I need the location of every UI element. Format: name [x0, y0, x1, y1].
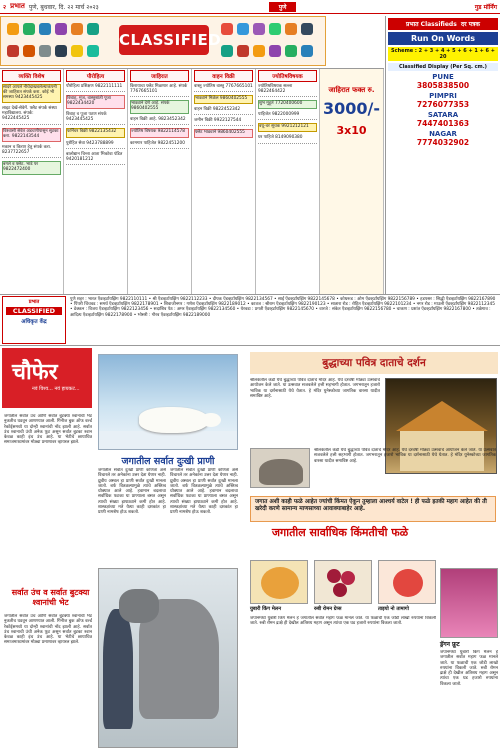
chaukat-box — [2, 348, 92, 408]
list-item: विवाह, मुंज, वास्तुशांती पूजा 9822434420 — [66, 95, 125, 109]
rate-scheme: Scheme : 2 + 3 + 4 + 5 + 6 + 1 + 6 + 20 — [388, 47, 498, 61]
gift-icon — [237, 45, 249, 57]
city-phone: 7276077353 — [416, 100, 470, 109]
list-item: पुरोहित सेवा 9423788899 — [66, 141, 125, 149]
run-on-words: Run On Words — [388, 32, 498, 45]
story3-body-cont: श्रीलंकेतील कँडी येथे बुद्धाच्या पवित्र दाताचे मंदिर आहे. येथे दरवर्षी मोठ्या उत्सवाचे आयोजन केले जाते. या उत्सवात सजवलेले हत्ती सहभागी होतात. जगभरातून हजारो भाविक या दर्शनासाठी येथे येतात. हे मंदिर युनेस्कोच्या जागतिक वारसा यादीत समाविष्ट आहे. — [314, 448, 496, 464]
grapes-photo — [314, 560, 372, 604]
story4-body-cont: जपानमध्ये युबारी किंग मेलन हे जगातील सर्वात महाग फळ मानले जाते. या फळाची एक जोडी लाखो रुपयांना विकली जाते. रुबी रोमन द्राक्षे ही देखील अतिशय महाग असून त्यांचा एक घड हजारो रुपयांना विकला जातो. — [440, 650, 498, 687]
brand-name: प्रभात — [10, 2, 25, 10]
city-phone: 7447401363 — [416, 119, 470, 128]
polar-bear — [139, 407, 209, 433]
page-header — [0, 0, 500, 14]
category-header: जाहिरात — [130, 70, 189, 82]
list-item: सादरे आपले नीचेदाखवलेल्याकंपनी की जाहिरात संपर्क करा. कोई भी समस्या 9423445425 — [2, 84, 61, 103]
city-name: PIMPRI — [429, 92, 457, 100]
fruit4-caption: ड्रॅगन फ्रूट — [440, 641, 460, 648]
rate-title: दर पत्रक — [460, 21, 481, 28]
classified-banner — [0, 16, 326, 66]
plane-icon — [221, 45, 233, 57]
doctor-icon — [87, 45, 99, 57]
column-1 — [0, 69, 64, 294]
column-3 — [128, 69, 192, 294]
classified-title: CLASSIFIED — [119, 25, 209, 55]
star-icon — [253, 45, 265, 57]
heart-icon — [7, 45, 19, 57]
page-number: २ — [3, 3, 7, 11]
list-item: मकान व किराए हेतु संपर्क करा. 8237722657 — [2, 145, 61, 158]
story1-body-cont: जगातील सर्वात दुःखी प्राणी कोणता असे विचारले तर अनेकांना उत्तर देता येणार नाही. ध्रुवीय अस्वल हा प्राणी सर्वात दुःखी मानला जातो. बर्फ वितळल्यामुळे त्याचे अस्तित्व धोक्यात आले आहे. हवामान बदलाचा सर्वाधिक फटका या प्राण्याला बसत असून त्याची संख्या झपाट्याने कमी होत आहे. शास्त्रज्ञांच्या मते येत्या काही दशकांत हा प्राणी नामशेष होऊ शकतो. — [170, 468, 238, 516]
dog-head — [119, 589, 159, 623]
list-item: वाहन विक्री 9822452342 — [194, 107, 253, 115]
list-item: पाहिजेत 9822000999 — [258, 112, 317, 120]
list-item: लाइट देखें-सेवेमें. फ्लैट संपर्क संस्था महाविद्यालय. संपर्क: 9422445425 — [2, 106, 61, 124]
display-rate-title: Classified Display (Per Sq. cm.) — [388, 63, 498, 71]
list-item: पौरोहित्य प्रशिक्षण 9822111111 — [66, 84, 125, 92]
list-item: बंगले व फ्लैट. भाडे पर 9822472400 — [2, 161, 61, 175]
edition-city: पुणे — [269, 2, 297, 12]
music-icon — [269, 45, 281, 57]
list-item: वाहन विक्री आहे. 9823452342 — [130, 117, 189, 125]
book-icon — [55, 45, 67, 57]
list-item: विश्वासी सेवेत अडचणीपासून सुटका करा. 9822143544 — [2, 128, 61, 142]
mango — [393, 569, 423, 597]
polar-bear-photo — [98, 354, 238, 450]
computer-icon — [55, 23, 67, 35]
house-icon — [7, 23, 19, 35]
chaukat-tag: नवं विश्व... नवं हायकट... — [32, 386, 80, 392]
list-item: वधू-वर सूचक 9921212121 — [258, 123, 317, 132]
temple-roof — [396, 401, 488, 431]
column-6-promo — [320, 69, 384, 294]
category-header: वाहन विक्री — [194, 70, 253, 82]
column-4 — [192, 69, 256, 294]
feature-section — [0, 348, 500, 753]
list-item: वास्तु ज्योतिष वास्तु 7767665101 — [194, 84, 253, 92]
city-name: PUNE — [432, 73, 454, 81]
camera-icon — [253, 23, 265, 35]
rings-icon — [87, 23, 99, 35]
list-item: बालोद्यान चिन्ता आता भिकोवा पंडित 9420181212 — [66, 152, 125, 165]
dragon-fruit-photo — [440, 568, 498, 638]
tree-icon — [269, 23, 281, 35]
list-item: किरायाचा फ्लैट मिळणार आहे. संपर्क 7767665101 — [130, 84, 189, 97]
promo-caption: जाहिरात फक्त रु. — [328, 86, 375, 94]
fruit-intro-box: जगात अशी काही फळे आहेत ज्यांची किंमत ऐकून तुम्हाला आश्चर्य वाटेल ! ही फळे इतकी महाग आहेत की ती खरेदी करणे सामान्य माणसाच्या आवाक्याबाहेर आहे. — [250, 496, 496, 522]
list-item: कामगार पाहिजेत 9822451200 — [130, 141, 189, 149]
list-item: शुभ मुहूर्त 7720400600 — [258, 100, 317, 109]
city-name: SATARA — [427, 111, 459, 119]
agents-strip: पुणे शहर : भारत ऍडव्हर्टायझिंग 9822110111 • श्री ऍडव्हर्टायझिंग 9822112233 • दीपक ऍडव्हर्टायझिंग 9822134567 • साई ऍडव्हर्टायझिंग 9822145678 • कोथरूड : ओम ऍडव्हर्टायझिंग 9822156789 • हडपसर : सिद्धी ऍडव्हर्टायझिंग 9822167890 • पिंपरी चिंचवड : समर्थ ऍडव्हर्टायझिंग 9822178901 • शिवाजीनगर : गणेश ऍडव्हर्टायझिंग 9822189012 • कात्रज : श्रीराम ऍडव्हर्टायझिंग 9822190123 • सातारा रोड : रोहित ऍडव्हर्टायझिंग 9822101234 • नगर रोड : माउली ऍडव्हर्टायझिंग 9822112345 • डेक्कन : विजय ऍडव्हर्टायझिंग 9822123456 • सदाशिव पेठ : अमर ऍडव्हर्टायझिंग 9822134560 • येरवडा : प्रगती ऍडव्हर्टायझिंग 9822145670 • वारजे : संकेत ऍडव्हर्टायझिंग 9822156780 • चाकण : प्रशांत ऍडव्हर्टायझिंग 9822167800 • तळेगाव : आदित्य ऍडव्हर्टायझिंग 9822178900 • भोसरी : गौरव ऍडव्हर्टायझिंग 9822189000 — [0, 294, 500, 346]
bike-icon — [237, 23, 249, 35]
fruit2-caption: रुबी रोमन ग्रेप्स — [314, 606, 342, 612]
list-item: फर्निचर विक्री 9822135432 — [66, 128, 125, 137]
story2-body: जगातील सर्वात उंच आणि सर्वात बुटक्या श्वानांची भेट नुकतीच घडवून आणण्यात आली. गिनीज बुक ऑफ वर्ल्ड रेकॉर्ड्समध्ये या दोन्ही श्वानांची नोंद झाली आहे. सर्वात उंच श्वानाची उंची अनेक फूट असून सर्वात बुटका श्वान केवळ काही इंच उंच आहे. या भेटीचे छायाचित्र समाजमाध्यमांवर मोठ्या प्रमाणावर व्हायरल झाले. — [4, 414, 92, 446]
rate-card — [385, 16, 500, 294]
dogs-photo — [98, 568, 238, 748]
agents-logo-sub: अधिकृत केंद्र — [21, 319, 47, 325]
classified-columns — [0, 68, 384, 294]
rate-classifieds: Classifieds — [420, 21, 457, 28]
story1-headline: जगातील सर्वात दुःखी प्राणी — [121, 456, 215, 467]
bulb-icon — [71, 45, 83, 57]
list-item: घर पाहिजे 8149090380 — [258, 135, 317, 143]
agents-logo-title: CLASSIFIED — [6, 307, 62, 315]
column-2 — [64, 69, 128, 294]
story4-body: जपानमध्ये युबारी किंग मेलन हे जगातील सर्वात महाग फळ मानले जाते. या फळाची एक जोडी लाखो रुपयांना विकली जाते. रुबी रोमन द्राक्षे ही देखील अतिशय महाग असून त्यांचा एक घड हजारो रुपयांना विकला जातो. — [250, 616, 436, 627]
list-item: ज्योतिष विषयक 9822114578 — [130, 128, 189, 137]
mango-photo — [378, 560, 436, 604]
list-item: जमीन विक्री 9922127544 — [194, 118, 253, 126]
promo-size: 3x10 — [336, 124, 367, 137]
list-item: भाड्याने देणे आहे. संपर्क 9860402555 — [130, 100, 189, 114]
elephant-photo — [250, 448, 310, 488]
promo-price: 3000/- — [322, 99, 380, 118]
truck-icon — [285, 23, 297, 35]
fruit3-caption: ताइयो नो तामागो — [378, 606, 409, 612]
dragon-fruit-block — [440, 568, 498, 748]
list-item: विवाह व पूजा पठण संपर्क 9423445425 — [66, 112, 125, 125]
agents-logo-brand: प्रभात — [28, 299, 40, 305]
story3-headline: बुद्धाच्या पवित्र दाताचे दर्शन — [250, 352, 498, 374]
shop-icon — [221, 23, 233, 35]
grape — [333, 583, 347, 597]
list-item: ज्योतिषविषयक सल्ला 9822464422 — [258, 84, 317, 97]
category-header: व्यक्ति विशेष — [2, 70, 61, 82]
key-icon — [71, 23, 83, 35]
ice-floor — [99, 431, 238, 449]
story1-body: जगातील सर्वात दुःखी प्राणी कोणता असे विचारले तर अनेकांना उत्तर देता येणार नाही. ध्रुवीय अस्वल हा प्राणी सर्वात दुःखी मानला जातो. बर्फ वितळल्यामुळे त्याचे अस्तित्व धोक्यात आले आहे. हवामान बदलाचा सर्वाधिक फटका या प्राण्याला बसत असून त्याची संख्या झपाट्याने कमी होत आहे. शास्त्रज्ञांच्या मते येत्या काही दशकांत हा प्राणी नामशेष होऊ शकतो. — [98, 468, 166, 516]
briefcase-icon — [23, 45, 35, 57]
list-item: भाड्याने मिळेल 9860402555 — [194, 95, 253, 104]
city-name: NAGAR — [429, 130, 457, 138]
grape — [327, 569, 341, 583]
edition-name: गुड मॉर्निंग — [474, 3, 497, 11]
list-item: फ्लैट भाड्याने 9860402555 — [194, 129, 253, 138]
category-header: पौरोहित्य — [66, 70, 125, 82]
melon — [261, 567, 299, 599]
fruit1-caption: युबारी किंग मेलन — [250, 606, 281, 612]
issue-date: पुणे, बुधवार, दि. २२ मार्च २०२३ — [28, 3, 99, 11]
chaukat-word: चौफेर — [12, 360, 58, 385]
city-phone: 7774032902 — [416, 138, 470, 147]
story3-body: श्रीलंकेतील कँडी येथे बुद्धाच्या पवित्र दाताचे मंदिर आहे. येथे दरवर्षी मोठ्या उत्सवाचे आयोजन केले जाते. या उत्सवात सजवलेले हत्ती सहभागी होतात. जगभरातून हजारो भाविक या दर्शनासाठी येथे येतात. हे मंदिर युनेस्कोच्या जागतिक वारसा यादीत समाविष्ट आहे. — [250, 378, 380, 399]
story4-headline: जगातील सार्वाधिक किंमतीची फळे — [271, 526, 409, 539]
rate-brand: प्रभात — [405, 21, 419, 28]
polar-bear-head — [201, 413, 221, 427]
story2-body-cont: जगातील सर्वात उंच आणि सर्वात बुटक्या श्वानांची भेट नुकतीच घडवून आणण्यात आली. गिनीज बुक ऑफ वर्ल्ड रेकॉर्ड्समध्ये या दोन्ही श्वानांची नोंद झाली आहे. सर्वात उंच श्वानाची उंची अनेक फूट असून सर्वात बुटका श्वान केवळ काही इंच उंच आहे. या भेटीचे छायाचित्र समाजमाध्यमांवर मोठ्या प्रमाणावर व्हायरल झाले. — [4, 614, 92, 646]
column-5 — [256, 69, 320, 294]
classified-agents-logo — [2, 296, 66, 344]
globe-icon — [301, 45, 313, 57]
building-icon — [301, 23, 313, 35]
rate-card-header — [388, 18, 498, 30]
category-header: ज्योतिषविषयक — [258, 70, 317, 82]
car-icon — [23, 23, 35, 35]
story2-headline: सर्वात उंच व सर्वात बुटक्या श्वानांची भेट — [11, 588, 90, 607]
elephant — [259, 459, 303, 485]
tools-icon — [39, 45, 51, 57]
city-phone: 3805838500 — [416, 81, 470, 90]
person-figure — [103, 609, 133, 729]
melon-photo — [250, 560, 308, 604]
leaf-icon — [285, 45, 297, 57]
phone-icon — [39, 23, 51, 35]
